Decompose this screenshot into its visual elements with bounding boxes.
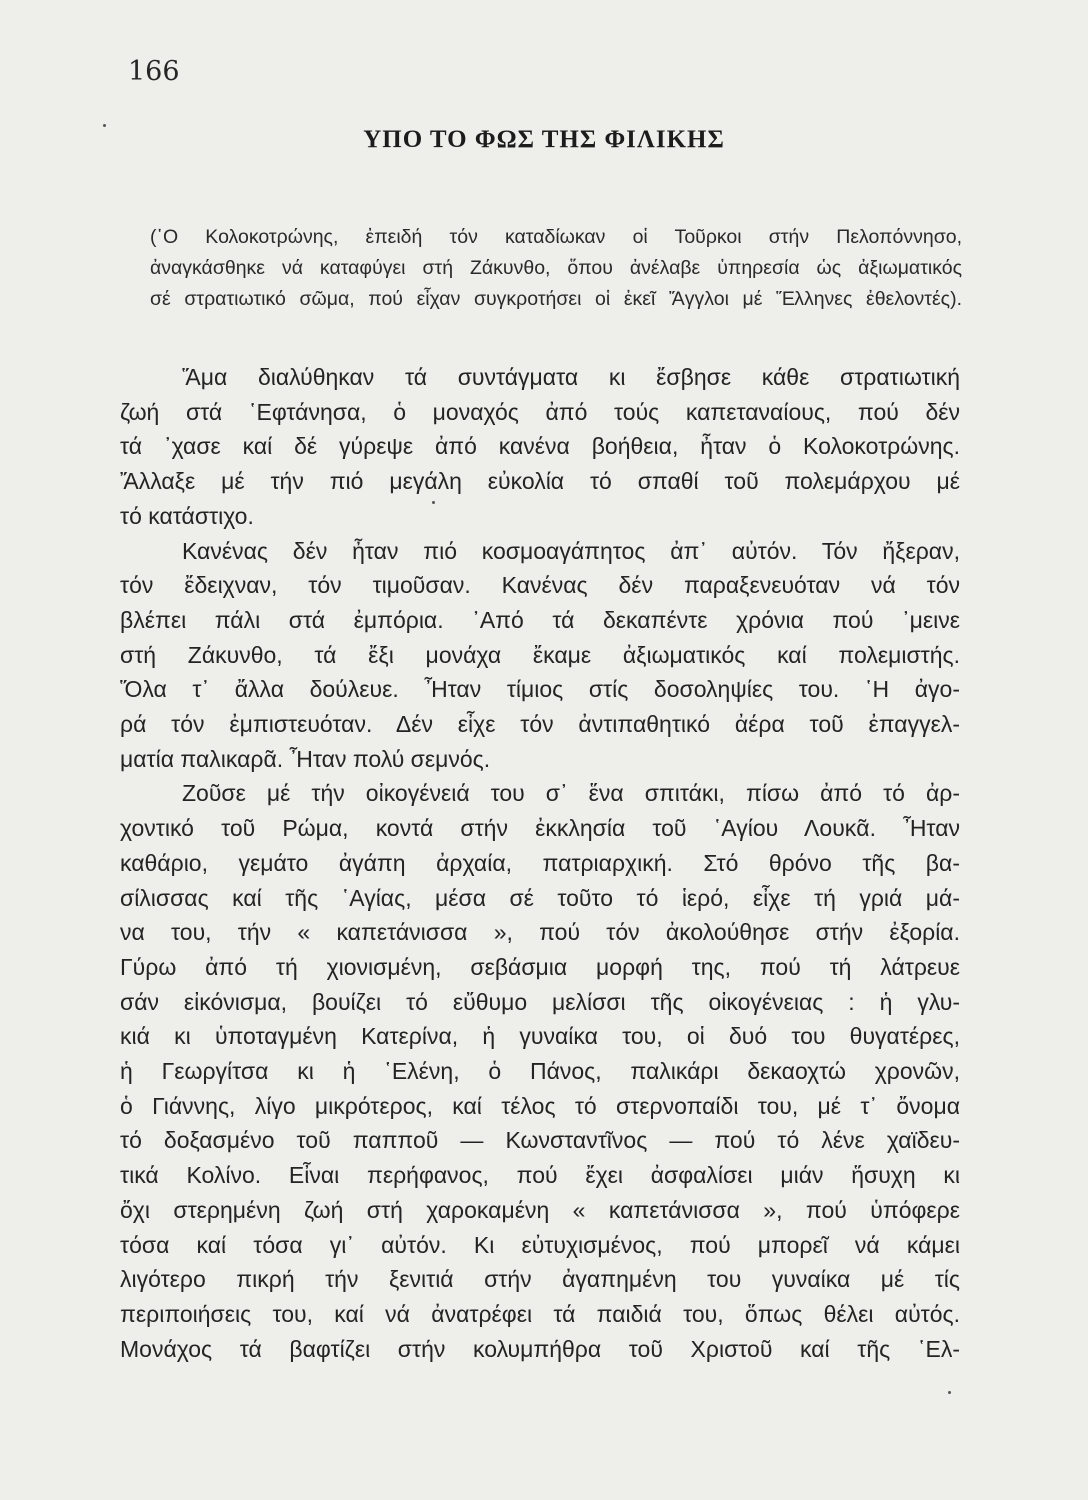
text-line: τό κατάστιχο. bbox=[120, 502, 254, 529]
text-line: Κανένας δέν ἦταν πιό κοσμοαγάπητος ἀπ᾽ αὐτόν. Τόν ἤξεραν, bbox=[182, 537, 960, 564]
chapter-title: ΥΠΟ ΤΟ ΦΩΣ ΤΗΣ ΦΙΛΙΚΗΣ bbox=[363, 126, 725, 153]
text-line: τόσα καί τόσα γι᾽ αὐτόν. Κι εὐτυχισμένος, πού μπορεῖ νά κάμει bbox=[120, 1231, 960, 1258]
intro-line: ἀναγκάσθηκε νά καταφύγει στή Ζάκυνθο, ὅπου ἀνέλαβε ὑπηρεσία ὡς ἀξιωματικός bbox=[150, 257, 962, 279]
text-line: περιποιήσεις του, καί νά ἀνατρέφει τά παιδιά του, ὅπως θέλει αὐτός. bbox=[120, 1300, 960, 1327]
text-line: Ἅμα διαλύθηκαν τά συντάγματα κι ἔσβησε κάθε στρατιωτική bbox=[182, 364, 960, 390]
text-line: Ἄλλαξε μέ τήν πιό μεγάλη εὐκολία τό σπαθί τοῦ πολεμάρχου μέ bbox=[120, 468, 960, 495]
text-line: τικά Κολίνο. Εἶναι περήφανος, πού ἔχει ἀσφαλίσει μιάν ἥσυχη κι bbox=[120, 1162, 960, 1189]
text-line: ὄχι στερημένη ζωή στή χαροκαμένη « καπετάνισσα », πού ὑπόφερε bbox=[120, 1196, 960, 1223]
text-line: ὁ Γιάννης, λίγο μικρότερος, καί τέλος τό στερνοπαίδι του, μέ τ᾽ ὄνομα bbox=[120, 1092, 960, 1119]
text-line: τόν ἔδειχναν, τόν τιμοῦσαν. Κανένας δέν παραξενευόταν νά τόν bbox=[120, 572, 960, 599]
text-line: τό δοξασμένο τοῦ παπποῦ — Κωνσταντῖνος — πού τό λένε χαϊδευ- bbox=[120, 1127, 960, 1154]
text-line: στή Ζάκυνθο, τά ἔξι μονάχα ἔκαμε ἀξιωματικός καί πολεμιστής. bbox=[120, 641, 960, 668]
text-line: Ὅλα τ᾽ ἄλλα δούλευε. Ἦταν τίμιος στίς δοσοληψίες του. ῾Η ἀγο- bbox=[120, 676, 960, 703]
text-line: βλέπει πάλι στά ἐμπόρια. ᾽Από τά δεκαπέντε χρόνια πού ᾽μεινε bbox=[120, 606, 960, 633]
text-line: ματία παλικαρᾶ. Ἦταν πολύ σεμνός. bbox=[120, 745, 491, 772]
text-line: σίλισσας καί τῆς ῾Αγίας, μέσα σέ τοῦτο τό ἱερό, εἶχε τή γριά μά- bbox=[120, 884, 960, 911]
text-line: να του, τήν « καπετάνισσα », πού τόν ἀκολούθησε στήν ἐξορία. bbox=[120, 919, 960, 946]
text-line: ρά τόν ἐμπιστευόταν. Δέν εἶχε τόν ἀντιπαθητικό ἀέρα τοῦ ἐπαγγελ- bbox=[120, 711, 960, 738]
text-line: λιγότερο πικρή τήν ξενιτιά στήν ἀγαπημένη του γυναίκα μέ τίς bbox=[120, 1266, 960, 1293]
text-line: καθάριο, γεμάτο ἀγάπη ἀρχαία, πατριαρχική. Στό θρόνο τῆς βα- bbox=[120, 849, 960, 876]
text-line: Ζοῦσε μέ τήν οἰκογένειά του σ᾽ ἕνα σπιτάκι, πίσω ἀπό τό ἀρ- bbox=[182, 780, 960, 807]
text-line: σάν εἰκόνισμα, βουίζει τό εὔθυμο μελίσσι τῆς οἰκογένειας : ἡ γλυ- bbox=[120, 988, 960, 1015]
text-line: κιά κι ὑποταγμένη Κατερίνα, ἡ γυναίκα του, οἱ δυό του θυγατέρες, bbox=[120, 1023, 960, 1050]
intro-line: (῾Ο Κολοκοτρώνης, ἐπειδή τόν καταδίωκαν οἱ Τοῦρκοι στήν Πελοπόννησο, bbox=[150, 226, 962, 248]
body-text bbox=[120, 360, 960, 1366]
text-line: Γύρω ἀπό τή χιονισμένη, σεβάσμια μορφή της, πού τή λάτρευε bbox=[120, 953, 960, 980]
print-speck bbox=[432, 501, 435, 504]
intro-line: σέ στρατιωτικό σῶμα, πού εἶχαν συγκροτήσει οἱ ἐκεῖ Ἄγγλοι μέ Ἕλληνες ἐθελοντές). bbox=[150, 288, 962, 310]
text-line: ἡ Γεωργίτσα κι ἡ ῾Ελένη, ὁ Πάνος, παλικάρι δεκαοχτώ χρονῶν, bbox=[120, 1058, 960, 1085]
print-speck bbox=[948, 1391, 951, 1394]
text-line: ζωή στά ῾Εφτάνησα, ὁ μοναχός ἀπό τούς καπεταναίους, πού δέν bbox=[120, 398, 960, 425]
text-line: τά ᾽χασε καί δέ γύρεψε ἀπό κανένα βοήθεια, ἦταν ὁ Κολοκοτρώνης. bbox=[120, 433, 960, 460]
text-line: Μονάχος τά βαφτίζει στήν κολυμπήθρα τοῦ Χριστοῦ καί τῆς ῾Ελ- bbox=[120, 1335, 960, 1362]
print-speck bbox=[103, 124, 106, 127]
text-line: χοντικό τοῦ Ρώμα, κοντά στήν ἐκκλησία τοῦ ῾Αγίου Λουκᾶ. Ἦταν bbox=[120, 815, 960, 842]
intro-paragraph bbox=[150, 222, 962, 315]
page-number: 166 bbox=[128, 56, 180, 87]
